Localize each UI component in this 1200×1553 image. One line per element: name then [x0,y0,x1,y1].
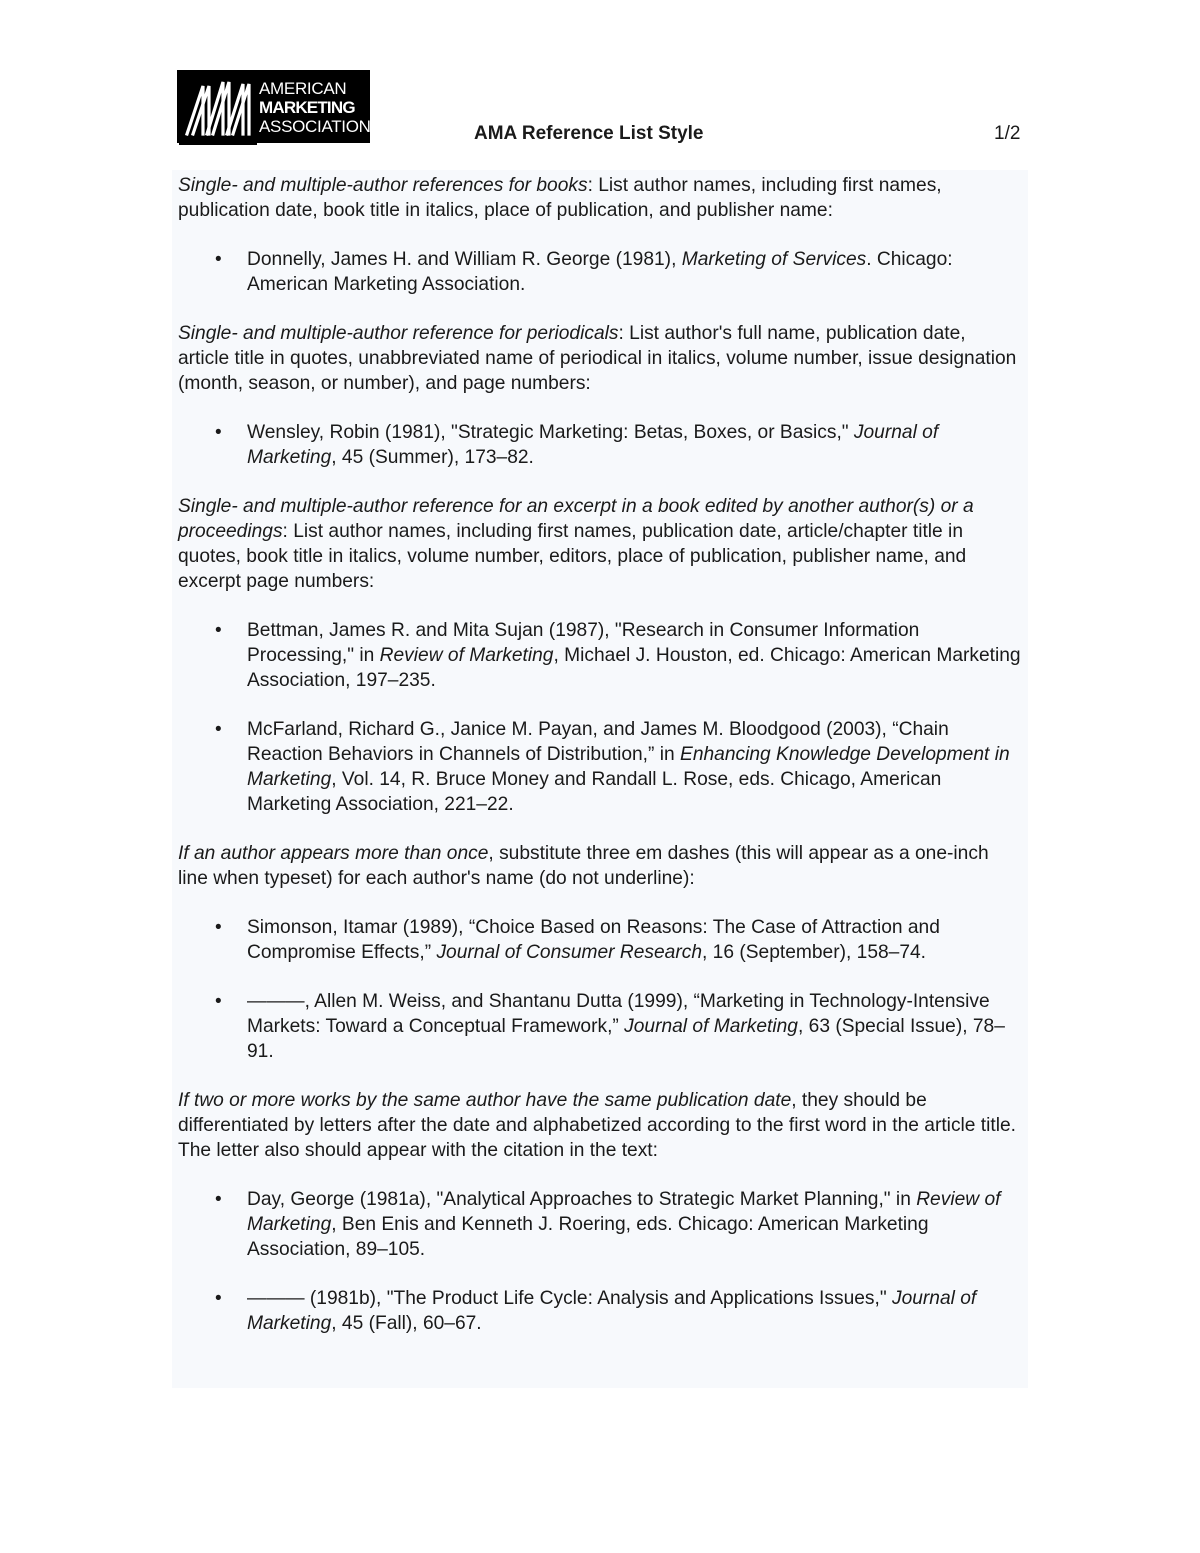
section-text: : List author names, including first names, publication date, article/chapter title in quotes, book title in italics, volume number, editors, place of publication, publisher name, and excerpt page numbers: [178,521,967,592]
reference-text: Simonson, Itamar (1989), “Choice Based on Reasons: The Case of Attraction and Compromise Effects,” [247,917,940,963]
bullet-icon: • [215,620,222,641]
bullet-icon: • [215,719,222,740]
reference-details: , 45 (Fall), 60–67. [331,1313,482,1334]
reference-item [178,618,1022,693]
section-paragraph [178,841,1022,891]
section-paragraph [178,494,1022,594]
section-lead: Single- and multiple-author reference for periodicals [178,323,619,344]
ama-logo-mark-icon [179,72,257,145]
reference-source: Journal of Marketing [247,422,939,468]
reference-details: , 63 (Special Issue), 78–91. [247,1016,1005,1062]
reference-list [178,420,1022,470]
reference-list [178,247,1022,297]
bullet-icon: • [215,917,222,938]
reference-details: , 45 (Summer), 173–82. [331,447,534,468]
logo-wordmark [259,79,371,136]
reference-text: McFarland, Richard G., Janice M. Payan, and James M. Bloodgood (2003), “Chain Reaction Behaviors in Channels of Distribution,” in [247,719,949,765]
bullet-icon: • [215,422,222,443]
reference-source: Enhancing Knowledge Development in Marketing [247,744,1010,790]
section-lead: If two or more works by the same author have the same publication date [178,1090,792,1111]
section-lead: If an author appears more than once [178,843,489,864]
bullet-icon: • [215,991,222,1012]
section-lead: Single- and multiple-author references for books [178,175,588,196]
bullet-icon: • [215,1288,222,1309]
reference-source: Review of Marketing [247,1189,1001,1235]
reference-item [178,989,1022,1064]
section-text: , substitute three em dashes (this will appear as a one-inch line when typeset) for each author's name (do not underline): [178,843,989,889]
reference-item [178,247,1022,297]
page-number: 1/2 [994,123,1021,144]
reference-details: . Chicago: American Marketing Association. [247,249,953,295]
reference-text: ——— (1981b), "The Product Life Cycle: Analysis and Applications Issues," [247,1288,892,1309]
section-text: : List author names, including first names, publication date, book title in italics, place of publication, and publisher name: [178,175,942,221]
reference-list [178,1187,1022,1336]
bullet-icon: • [215,1189,222,1210]
reference-text: Donnelly, James H. and William R. George (1981), [247,249,682,270]
document-body [172,170,1028,1388]
reference-source: Marketing of Services [681,249,867,270]
section-text: , they should be differentiated by letters after the date and alphabetized according to the first word in the article title. The letter also should appear with the citation in the text: [178,1090,1016,1161]
reference-list [178,915,1022,1064]
reference-text: Day, George (1981a), "Analytical Approaches to Strategic Market Planning," in [247,1189,917,1210]
reference-details: , 16 (September), 158–74. [702,942,927,963]
logo-line-2: MARKETING [259,98,355,117]
reference-source: Journal of Consumer Research [436,942,703,963]
logo-line-1: AMERICAN [259,79,347,98]
reference-details: , Ben Enis and Kenneth J. Roering, eds. Chicago: American Marketing Association, 89–105. [247,1214,929,1260]
reference-item [178,1187,1022,1262]
logo-line-3: ASSOCIATION [259,117,371,136]
reference-text: ———, Allen M. Weiss, and Shantanu Dutta (1999), “Marketing in Technology-Intensive Markets: Toward a Conceptual Framework,” [247,991,990,1037]
section-lead: Single- and multiple-author reference for an excerpt in a book edited by another author(s) or a proceedings [178,496,974,542]
reference-text: Wensley, Robin (1981), "Strategic Marketing: Betas, Boxes, or Basics," [247,422,854,443]
document-title: AMA Reference List Style [474,123,704,144]
section-text: : List author's full name, publication date, article title in quotes, unabbreviated name of periodical in italics, volume number, issue designation (month, season, or number), and page numbers: [178,323,1017,394]
section-paragraph [178,321,1022,396]
section-paragraph [178,1088,1022,1163]
reference-item [178,915,1022,965]
reference-item [178,1286,1022,1336]
reference-details: , Vol. 14, R. Bruce Money and Randall L. Rose, eds. Chicago, American Marketing Association, 221–22. [247,769,942,815]
reference-list [178,618,1022,817]
reference-details: , Michael J. Houston, ed. Chicago: American Marketing Association, 197–235. [247,645,1021,691]
reference-source: Journal of Marketing [247,1288,977,1334]
bullet-icon: • [215,249,222,270]
ama-logo [177,70,370,143]
reference-source: Journal of Marketing [624,1016,798,1037]
reference-item [178,717,1022,817]
reference-item [178,420,1022,470]
section-paragraph [178,173,1022,223]
reference-source: Review of Marketing [379,645,554,666]
reference-text: Bettman, James R. and Mita Sujan (1987), "Research in Consumer Information Processing," in [247,620,920,666]
